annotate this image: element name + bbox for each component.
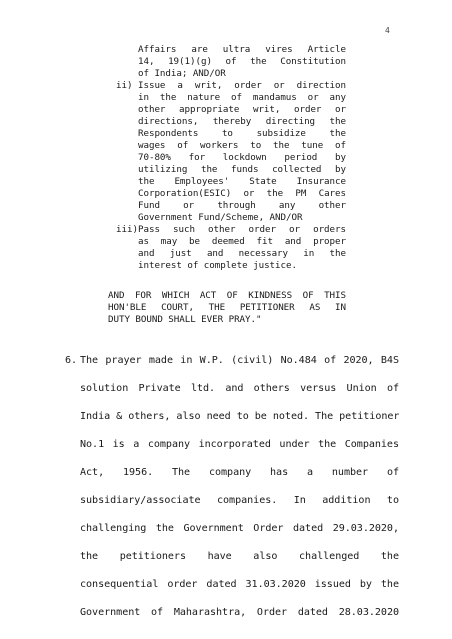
- closing-line: HON'BLE COURT, THE PETITIONER AS IN: [108, 302, 346, 313]
- quote-line: the Employees' State Insurance: [138, 176, 346, 187]
- quote-line: Fund or through any other: [138, 200, 346, 211]
- quote-line: directions, thereby directing the: [138, 116, 346, 127]
- body-line: The prayer made in W.P. (civil) No.484 of 2020, B4S: [80, 355, 399, 366]
- quote-line: as may be deemed fit and proper: [138, 236, 346, 247]
- quote-line: 14, 19(1)(g) of the Constitution: [138, 56, 346, 67]
- body-line: challenging the Government Order dated 29.03.2020,: [80, 523, 399, 534]
- quote-line: in the nature of mandamus or any: [138, 92, 346, 103]
- item-iii-marker: iii): [116, 224, 138, 235]
- item-ii-marker: ii): [116, 80, 133, 91]
- quote-line: Pass such other order or orders: [138, 224, 346, 235]
- body-line: the petitioners have also challenged the: [80, 551, 399, 562]
- quote-line: of India; AND/OR: [138, 68, 226, 79]
- body-line: India & others, also need to be noted. The petitioner: [80, 411, 400, 422]
- quote-line: Affairs are ultra vires Article: [138, 44, 346, 55]
- quote-line: Respondents to subsidize the: [138, 128, 346, 139]
- body-line: consequential order dated 31.03.2020 issued by the: [80, 579, 399, 590]
- page-number: 4: [385, 26, 390, 35]
- quote-line: and just and necessary in the: [138, 248, 346, 259]
- body-line: subsidiary/associate companies. In addition to: [80, 495, 399, 506]
- body-line: No.1 is a company incorporated under the Companies: [80, 439, 399, 450]
- quote-line: Issue a writ, order or direction: [138, 80, 346, 91]
- quote-line: interest of complete justice.: [138, 260, 297, 271]
- body-line: Government of Maharashtra, Order dated 28.03.2020: [80, 607, 399, 618]
- quote-line: wages of workers to the tune of: [138, 140, 346, 151]
- body-line: solution Private ltd. and others versus Union of: [80, 383, 399, 394]
- quote-line: other appropriate writ, order or: [138, 104, 346, 115]
- quote-line: Government Fund/Scheme, AND/OR: [138, 212, 303, 223]
- body-line: Act, 1956. The company has a number of: [80, 467, 399, 478]
- paragraph-number: 6.: [65, 355, 78, 366]
- closing-line: AND FOR WHICH ACT OF KINDNESS OF THIS: [108, 290, 346, 301]
- quote-line: 70-80% for lockdown period by: [138, 152, 346, 163]
- closing-line: DUTY BOUND SHALL EVER PRAY.": [108, 314, 262, 325]
- quote-line: utilizing the funds collected by: [138, 164, 346, 175]
- quote-line: Corporation(ESIC) or the PM Cares: [138, 188, 346, 199]
